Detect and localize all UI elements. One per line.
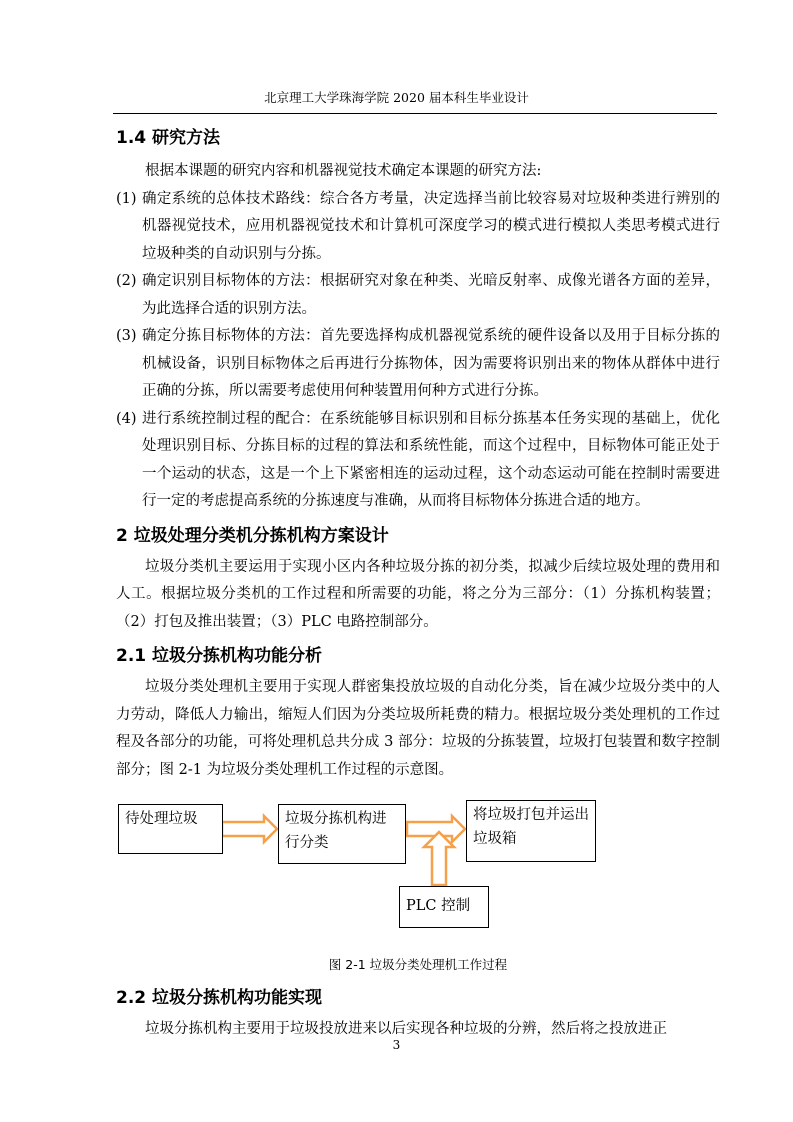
list-item <box>116 323 720 406</box>
section-2-1-heading: 2.1 垃圾分拣机构功能分析 <box>116 646 323 666</box>
list-item-text: 确定分拣目标物体的方法：首先要选择构成机器视觉系统的硬件设备以及用于目标分拣的机械设备，识别目标物体之后再进行分拣物体，因为需要将识别出来的物体从群体中进行正确的分拣，所以需要考虑使用何种装置用何种方式进行分拣。 <box>142 328 720 399</box>
figure-caption <box>116 956 720 974</box>
section-2-1-paragraph: 垃圾分类处理机主要用于实现人群密集投放垃圾的自动化分类，旨在减少垃圾分类中的人力劳动，降低人力输出，缩短人们因为分类垃圾所耗费的精力。根据垃圾分类处理机的工作过程及各部分的功能，可将处理机总共分成 3 部分：垃圾的分拣装置，垃圾打包装置和数字控制部分；图 2-1 为垃圾分类处理机工作过程的示意图。 <box>116 679 720 778</box>
running-header: 北京理工大学珠海学院 2020 届本科生毕业设计 <box>264 90 529 105</box>
section-2-2-paragraph: 垃圾分拣机构主要用于垃圾投放进来以后实现各种垃圾的分辨，然后将之投放进正 <box>145 1021 667 1037</box>
list-item-text: 确定系统的总体技术路线：综合各方考量，决定选择当前比较容易对垃圾种类进行辨别的机器视觉技术，应用机器视觉技术和计算机可深度学习的模式进行模拟人类思考模式进行垃圾种类的自动识别与分拣。 <box>142 190 720 262</box>
flow-box-plc-control: PLC 控制 <box>399 886 489 928</box>
list-item-number: (3) <box>116 328 137 344</box>
list-item-number: (1) <box>116 190 137 207</box>
list-item <box>116 186 720 269</box>
header-rule <box>113 113 717 114</box>
arrow-up <box>424 832 454 885</box>
section-1-4-heading: 1.4 研究方法 <box>116 128 221 148</box>
flow-box-pending-garbage: 待处理垃圾 <box>118 804 223 854</box>
section-2-2-heading: 2.2 垃圾分拣机构功能实现 <box>116 988 323 1008</box>
arrow-right-1 <box>222 816 277 842</box>
list-item-text: 进行系统控制过程的配合：在系统能够目标识别和目标分拣基本任务实现的基础上，优化处理识别目标、分拣目标的过程的算法和系统性能，而这个过程中，目标物体可能正处于一个运动的状态，这是一个上下紧密相连的运动过程，这个动态运动可能在控制时需要进行一定的考虑提高系统的分拣速度与准确，从而将目标物体分拣进合适的地方。 <box>142 410 720 509</box>
list-item <box>116 268 720 323</box>
section-1-4-intro: 根据本课题的研究内容和机器视觉技术确定本课题的研究方法: <box>145 163 542 179</box>
list-item-text: 确定识别目标物体的方法：根据研究对象在种类、光暗反射率、成像光谱各方面的差异，为此选择合适的识别方法。 <box>142 273 720 317</box>
flow-box-pack-and-ship: 将垃圾打包并运出垃圾箱 <box>466 800 596 862</box>
list-item-number: (2) <box>116 273 137 289</box>
section-2-heading: 2 垃圾处理分类机分拣机构方案设计 <box>116 525 389 546</box>
list-item-number: (4) <box>116 410 137 427</box>
list-item <box>116 406 720 516</box>
figure-caption-label: 图 2-1 <box>328 957 366 972</box>
process-flow-diagram <box>116 802 720 952</box>
section-2-paragraph: 垃圾分类机主要运用于实现小区内各种垃圾分拣的初分类，拟减少后续垃圾处理的费用和人工。根据垃圾分类机的工作过程和所需要的功能，将之分为三部分：（1）分拣机构装置；（2）打包及推出装置；（3）PLC 电路控制部分。 <box>116 558 720 630</box>
flow-box-sorting-mechanism: 垃圾分拣机构进行分类 <box>278 804 406 864</box>
figure-caption-text: 垃圾分类处理机工作过程 <box>369 957 508 972</box>
page-body <box>116 122 720 1044</box>
page-number: 3 <box>392 1038 401 1052</box>
